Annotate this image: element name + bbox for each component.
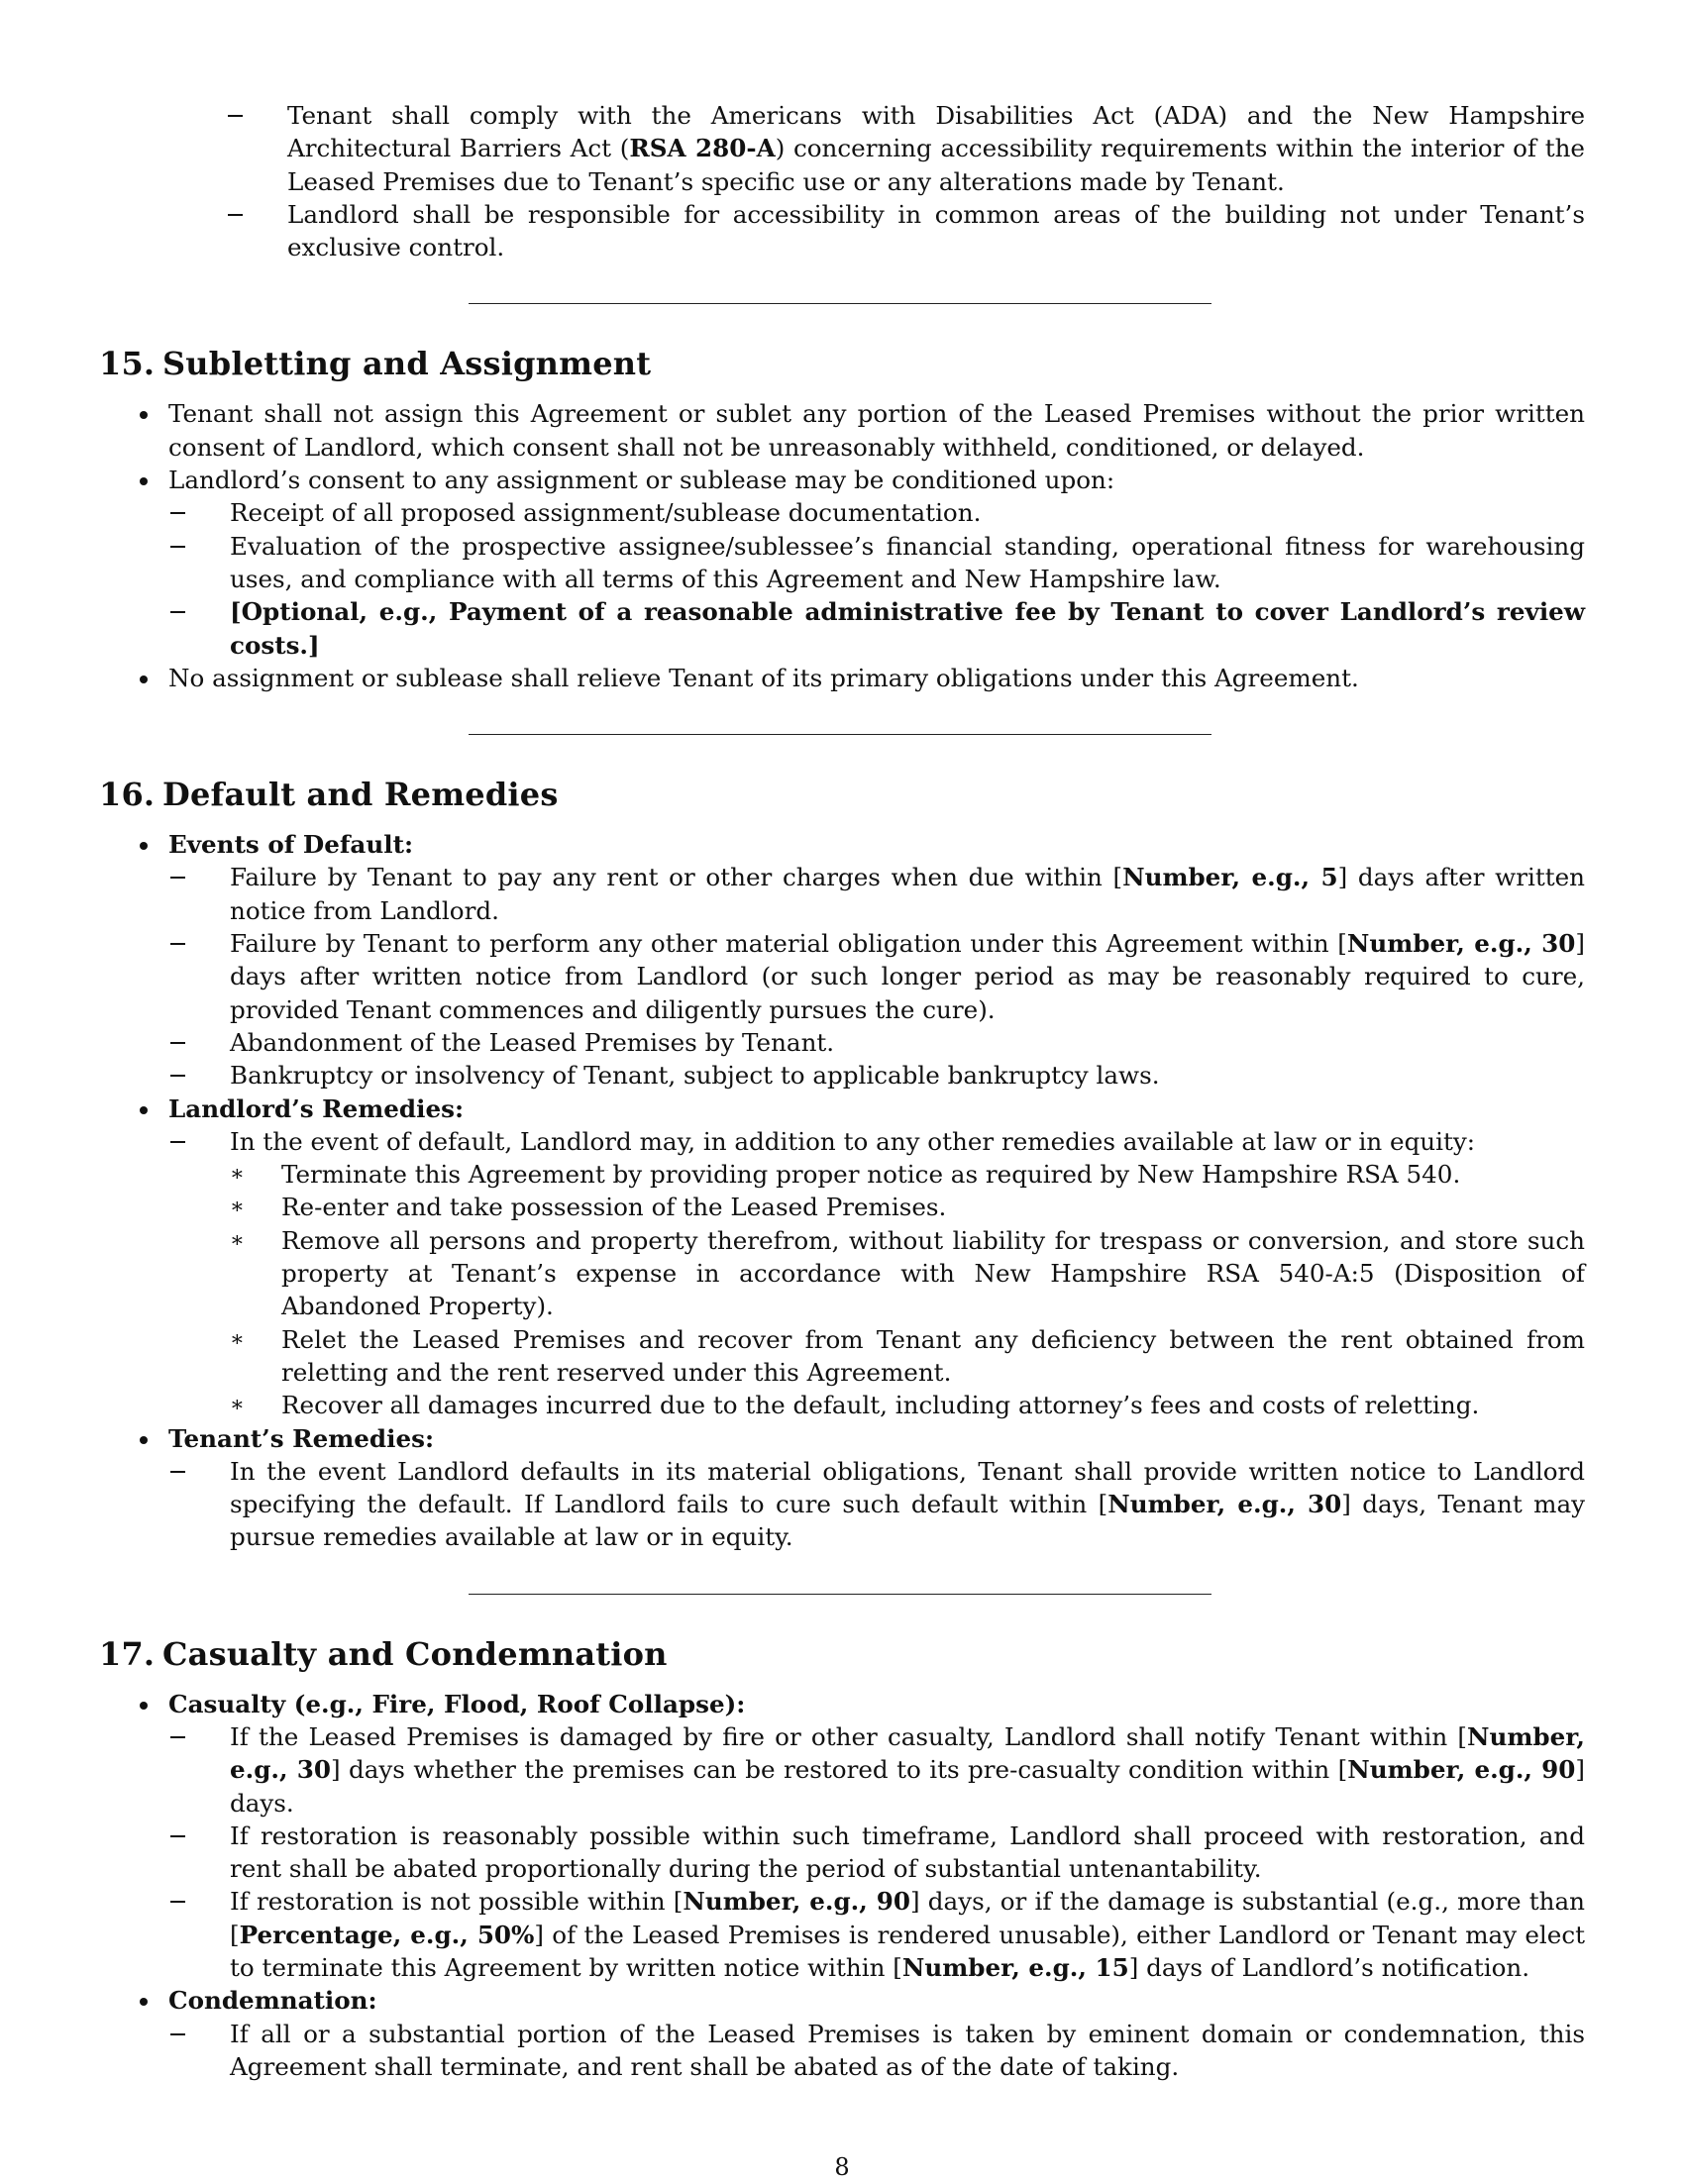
subheading: Condemnation: [168,1986,377,2016]
placeholder-bold: Number, e.g., 30 [1346,929,1576,959]
list-item [99,464,1585,662]
section-divider [469,734,1211,735]
item-text: Receipt of all proposed assignment/sublease documentation. [230,498,982,528]
item-text: In the event of default, Landlord may, in addition to any other remedies available at law or in equity: [230,1126,1476,1156]
item-text: ] days, Tenant may pursue remedies available at law or in equity. [230,1490,1585,1552]
section-number: 16. [99,776,156,814]
list-item [168,1885,1585,1984]
placeholder-bold: Number, e.g., 30 [230,1721,1585,1785]
item-text: Tenant shall not assign this Agreement or sublet any portion of the Leased Premises without the prior written consent of Landlord, which consent shall not be unreasonably withheld, conditioned, or delayed. [168,399,1585,462]
item-text: If restoration is reasonably possible within such timeframe, Landlord shall proceed with restoration, and rent shall be abated proportionally during the period of substantial untenantability. [230,1820,1585,1884]
item-text: Bankruptcy or insolvency of Tenant, subject to applicable bankruptcy laws. [230,1061,1160,1091]
list-item [168,595,1585,662]
list-item [230,1389,1585,1421]
section-17-list [99,1688,1585,2084]
continued-list [99,99,1585,263]
subheading: Casualty (e.g., Fire, Flood, Roof Collapse): [168,1689,746,1718]
section-16-list [99,828,1585,1554]
item-text: Tenant shall comply with the Americans with Disabilities Act (ADA) and the New Hampshire Architectural Barriers Act ( [287,101,1585,163]
section-title: Subletting and Assignment [162,345,652,383]
section-heading-17 [99,1634,1585,1674]
list-item [230,1224,1585,1323]
item-text: If the Leased Premises is damaged by fire or other casualty, Landlord shall notify Tenant within [ [230,1721,1468,1751]
item-text: If all or a substantial portion of the Leased Premises is taken by eminent domain or condemnation, this Agreement shall terminate, and rent shall be abated as of the date of taking. [230,2019,1585,2081]
item-text: Relet the Leased Premises and recover from Tenant any deficiency between the rent obtained from reletting and the rent reserved under this Agreement. [281,1324,1585,1387]
item-text: Landlord’s consent to any assignment or sublease may be conditioned upon: [168,466,1115,495]
list-item [226,99,1585,198]
item-text: Remove all persons and property therefrom, without liability for trespass or conversion, and store such property at Tenant’s expense in accordance with New Hampshire RSA 540-A:5 (Disposition of Abandoned Property). [281,1225,1585,1321]
item-text: Evaluation of the prospective assignee/sublessee’s financial standing, operational fitness for warehousing uses, and compliance with all terms of this Agreement and New Hampshire law. [230,531,1585,593]
list-item [168,1455,1585,1554]
item-text: ] days. [230,1755,1585,1818]
placeholder-bold: Percentage, e.g., 50% [239,1920,535,1949]
condemnation-list [168,2018,1585,2084]
list-item [230,1158,1585,1191]
item-text: Failure by Tenant to pay any rent or other charges when due within [ [230,863,1123,892]
list-item [168,496,1585,529]
asterisk-bullet: ∗ [230,1162,245,1188]
section-heading-16 [99,775,1585,814]
item-text: Recover all damages incurred due to the default, including attorney’s fees and costs of reletting. [281,1391,1480,1420]
remedy-actions-list [230,1158,1585,1421]
list-item [99,1984,1585,2083]
item-text: If restoration is not possible within [ [230,1887,684,1917]
item-text: ) concerning accessibility requirements within the interior of the Leased Premises due to Tenant’s specific use or any alterations made by Tenant. [287,134,1585,196]
list-item [99,828,1585,1092]
consent-conditions-list [168,496,1585,661]
item-text: ] days of Landlord’s notification. [1128,1953,1530,1983]
list-item [99,1688,1585,1985]
list-item [99,397,1585,464]
section-divider [469,303,1211,304]
placeholder-bold: Number, e.g., 5 [1122,863,1338,892]
list-item [226,198,1585,264]
list-item [168,861,1585,927]
section-title: Casualty and Condemnation [162,1634,668,1673]
casualty-list [168,1720,1585,1984]
item-text: Failure by Tenant to perform any other material obligation under this Agreement within [ [230,929,1347,959]
section-15-list [99,397,1585,694]
item-text: ] of the Leased Premises is rendered unusable), either Landlord or Tenant may elect to terminate this Agreement by written notice within [ [230,1920,1586,1983]
item-text: ] days after written notice from Landlord. [230,863,1586,925]
placeholder-bold: Number, e.g., 30 [1107,1490,1342,1519]
asterisk-bullet: ∗ [230,1326,245,1352]
subheading: Events of Default: [168,830,414,860]
asterisk-bullet: ∗ [230,1195,245,1220]
asterisk-bullet: ∗ [230,1227,245,1253]
placeholder-bold: Number, e.g., 90 [1347,1755,1576,1785]
tenant-remedies-list [168,1455,1585,1554]
list-item [230,1323,1585,1390]
list-item [168,2018,1585,2084]
section-heading-15 [99,344,1585,383]
item-text: Terminate this Agreement by providing proper notice as required by New Hampshire RSA 540. [281,1160,1461,1190]
item-text: ] days whether the premises can be restored to its pre-casualty condition within [ [330,1755,1348,1785]
list-item [168,1059,1585,1092]
item-text: ] days, or if the damage is substantial (e.g., more than [ [230,1887,1585,1949]
item-text-bold: [Optional, e.g., Payment of a reasonable administrative fee by Tenant to cover Landlord’s review costs.] [230,597,1585,660]
placeholder-bold: Number, e.g., 15 [901,1953,1129,1983]
list-item [168,1026,1585,1059]
list-item [99,662,1585,694]
list-item [168,530,1585,596]
item-text: Abandonment of the Leased Premises by Tenant. [230,1027,835,1057]
item-text: In the event Landlord defaults in its material obligations, Tenant shall provide written notice to Landlord specifying the default. If Landlord fails to cure such default within [ [230,1456,1585,1519]
placeholder-bold: Number, e.g., 90 [683,1887,910,1917]
item-text-bold: RSA 280-A [629,134,776,163]
list-item [99,1092,1585,1422]
item-text: Re-enter and take possession of the Leased Premises. [281,1193,947,1222]
subheading: Landlord’s Remedies: [168,1093,465,1123]
list-item [168,1720,1585,1820]
page-number: 8 [834,2153,850,2181]
section-divider [469,1594,1211,1595]
asterisk-bullet: ∗ [230,1393,245,1418]
landlord-remedies-list [168,1125,1585,1422]
events-of-default-list [168,861,1585,1092]
item-text: No assignment or sublease shall relieve Tenant of its primary obligations under this Agreement. [168,663,1359,692]
item-text: Landlord shall be responsible for accessibility in common areas of the building not under Tenant’s exclusive control. [287,199,1585,262]
list-item [230,1191,1585,1223]
accessibility-sublist [226,99,1585,263]
list-item [168,927,1585,1026]
section-number: 15. [99,345,156,383]
list-item [168,1125,1585,1422]
subheading: Tenant’s Remedies: [168,1423,435,1453]
section-number: 17. [99,1634,156,1673]
page-content [99,99,1585,2083]
list-item [168,1820,1585,1886]
section-title: Default and Remedies [162,776,559,814]
list-item [99,1422,1585,1554]
item-text: ] days after written notice from Landlord (or such longer period as may be reasonably required to cure, provided Tenant commences and diligently pursues the cure). [230,929,1586,1024]
